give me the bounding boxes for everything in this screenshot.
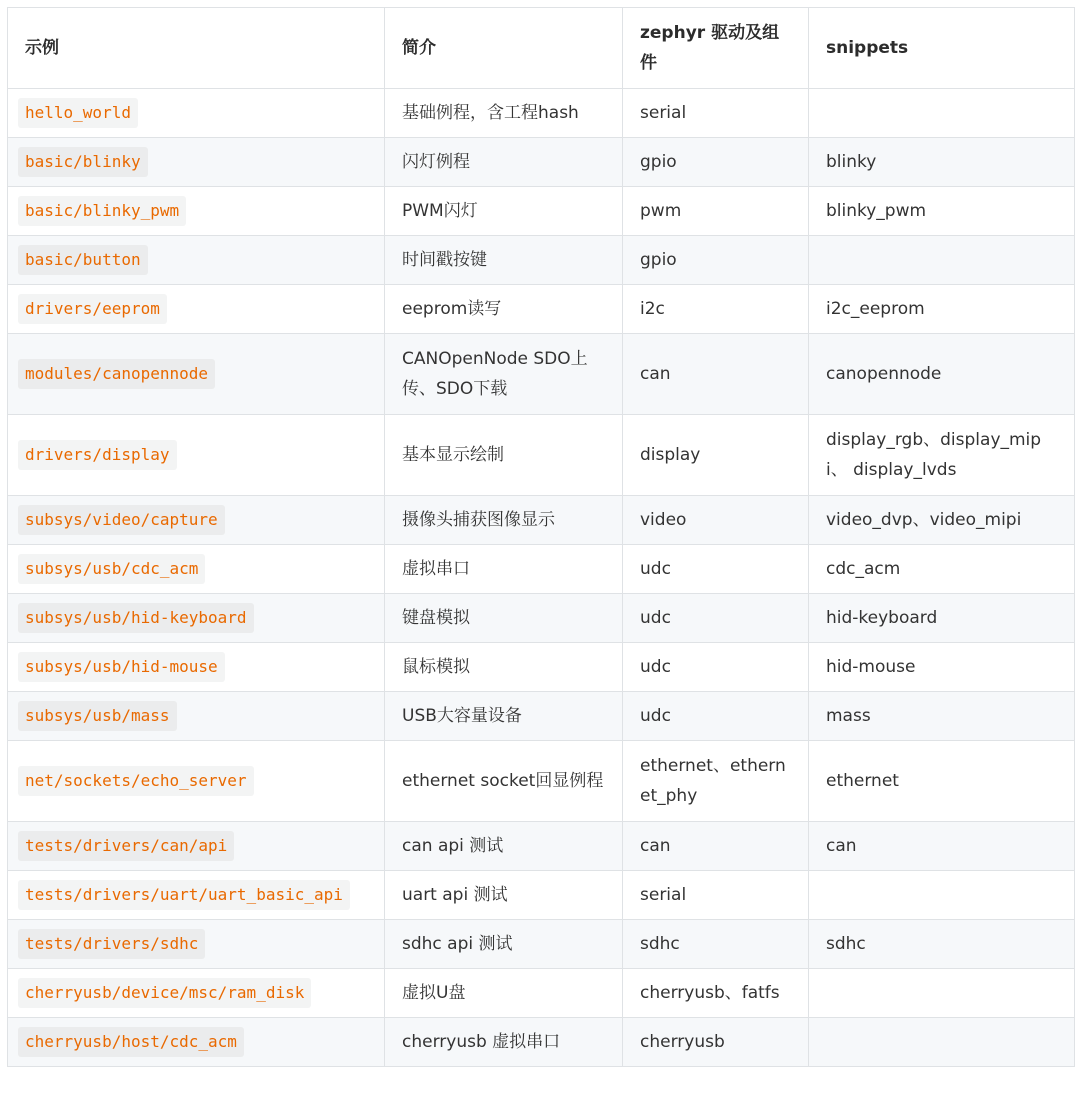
example-cell: [8, 871, 385, 920]
table-row: [8, 236, 1075, 285]
example-cell: [8, 496, 385, 545]
description-cell: 摄像头捕获图像显示: [385, 496, 623, 545]
description-cell: 虚拟串口: [385, 545, 623, 594]
description-cell: ethernet socket回显例程: [385, 741, 623, 822]
snippets-cell: blinky_pwm: [809, 187, 1075, 236]
header-drivers: zephyr 驱动及组件: [623, 8, 809, 89]
example-cell: [8, 822, 385, 871]
table-row: [8, 969, 1075, 1018]
example-cell: [8, 594, 385, 643]
snippets-cell: cdc_acm: [809, 545, 1075, 594]
header-snippets: snippets: [809, 8, 1075, 89]
table-row: [8, 1018, 1075, 1067]
snippets-cell: [809, 969, 1075, 1018]
description-cell: 基础例程，含工程hash: [385, 89, 623, 138]
example-cell: [8, 415, 385, 496]
table-row: [8, 594, 1075, 643]
description-cell: eeprom读写: [385, 285, 623, 334]
drivers-cell: udc: [623, 692, 809, 741]
table-row: [8, 89, 1075, 138]
drivers-cell: gpio: [623, 236, 809, 285]
example-path: subsys/usb/hid-keyboard: [18, 603, 254, 633]
example-path: hello_world: [18, 98, 138, 128]
examples-table: [7, 7, 1075, 1067]
table-row: [8, 822, 1075, 871]
drivers-cell: cherryusb、fatfs: [623, 969, 809, 1018]
table-row: [8, 692, 1075, 741]
table-header-row: [8, 8, 1075, 89]
drivers-cell: cherryusb: [623, 1018, 809, 1067]
example-path: modules/canopennode: [18, 359, 215, 389]
example-path: subsys/video/capture: [18, 505, 225, 535]
example-cell: [8, 969, 385, 1018]
drivers-cell: serial: [623, 871, 809, 920]
snippets-cell: [809, 1018, 1075, 1067]
example-path: basic/button: [18, 245, 148, 275]
example-path: tests/drivers/uart/uart_basic_api: [18, 880, 350, 910]
example-path: subsys/usb/cdc_acm: [18, 554, 205, 584]
snippets-cell: blinky: [809, 138, 1075, 187]
example-path: tests/drivers/can/api: [18, 831, 234, 861]
example-cell: [8, 334, 385, 415]
table-row: [8, 415, 1075, 496]
example-path: subsys/usb/mass: [18, 701, 177, 731]
example-cell: [8, 920, 385, 969]
snippets-cell: ethernet: [809, 741, 1075, 822]
drivers-cell: ethernet、ethernet_phy: [623, 741, 809, 822]
header-example: 示例: [8, 8, 385, 89]
description-cell: 键盘模拟: [385, 594, 623, 643]
table-row: [8, 138, 1075, 187]
snippets-cell: i2c_eeprom: [809, 285, 1075, 334]
example-path: tests/drivers/sdhc: [18, 929, 205, 959]
example-path: subsys/usb/hid-mouse: [18, 652, 225, 682]
drivers-cell: video: [623, 496, 809, 545]
example-path: drivers/display: [18, 440, 177, 470]
example-cell: [8, 1018, 385, 1067]
snippets-cell: [809, 236, 1075, 285]
example-cell: [8, 545, 385, 594]
example-cell: [8, 643, 385, 692]
example-cell: [8, 138, 385, 187]
example-cell: [8, 741, 385, 822]
snippets-cell: video_dvp、video_mipi: [809, 496, 1075, 545]
drivers-cell: can: [623, 822, 809, 871]
snippets-cell: can: [809, 822, 1075, 871]
header-description: 简介: [385, 8, 623, 89]
description-cell: PWM闪灯: [385, 187, 623, 236]
example-path: cherryusb/device/msc/ram_disk: [18, 978, 311, 1008]
example-cell: [8, 187, 385, 236]
example-path: cherryusb/host/cdc_acm: [18, 1027, 244, 1057]
description-cell: uart api 测试: [385, 871, 623, 920]
drivers-cell: can: [623, 334, 809, 415]
description-cell: CANOpenNode SDO上传、SDO下载: [385, 334, 623, 415]
snippets-cell: mass: [809, 692, 1075, 741]
table-row: [8, 496, 1075, 545]
example-cell: [8, 285, 385, 334]
snippets-cell: display_rgb、display_mipi、 display_lvds: [809, 415, 1075, 496]
example-path: net/sockets/echo_server: [18, 766, 254, 796]
table-row: [8, 741, 1075, 822]
drivers-cell: pwm: [623, 187, 809, 236]
snippets-cell: [809, 89, 1075, 138]
description-cell: cherryusb 虚拟串口: [385, 1018, 623, 1067]
drivers-cell: gpio: [623, 138, 809, 187]
table-row: [8, 643, 1075, 692]
description-cell: 时间戳按键: [385, 236, 623, 285]
table-row: [8, 187, 1075, 236]
example-path: drivers/eeprom: [18, 294, 167, 324]
table-row: [8, 285, 1075, 334]
table-row: [8, 920, 1075, 969]
drivers-cell: i2c: [623, 285, 809, 334]
drivers-cell: serial: [623, 89, 809, 138]
description-cell: USB大容量设备: [385, 692, 623, 741]
description-cell: 基本显示绘制: [385, 415, 623, 496]
table-row: [8, 545, 1075, 594]
example-cell: [8, 236, 385, 285]
snippets-cell: sdhc: [809, 920, 1075, 969]
table-row: [8, 334, 1075, 415]
description-cell: 虚拟U盘: [385, 969, 623, 1018]
example-cell: [8, 692, 385, 741]
description-cell: can api 测试: [385, 822, 623, 871]
drivers-cell: sdhc: [623, 920, 809, 969]
drivers-cell: udc: [623, 643, 809, 692]
snippets-cell: hid-keyboard: [809, 594, 1075, 643]
description-cell: sdhc api 测试: [385, 920, 623, 969]
snippets-cell: hid-mouse: [809, 643, 1075, 692]
drivers-cell: udc: [623, 545, 809, 594]
drivers-cell: display: [623, 415, 809, 496]
example-path: basic/blinky_pwm: [18, 196, 186, 226]
example-path: basic/blinky: [18, 147, 148, 177]
table-row: [8, 871, 1075, 920]
example-cell: [8, 89, 385, 138]
description-cell: 鼠标模拟: [385, 643, 623, 692]
drivers-cell: udc: [623, 594, 809, 643]
snippets-cell: canopennode: [809, 334, 1075, 415]
description-cell: 闪灯例程: [385, 138, 623, 187]
snippets-cell: [809, 871, 1075, 920]
